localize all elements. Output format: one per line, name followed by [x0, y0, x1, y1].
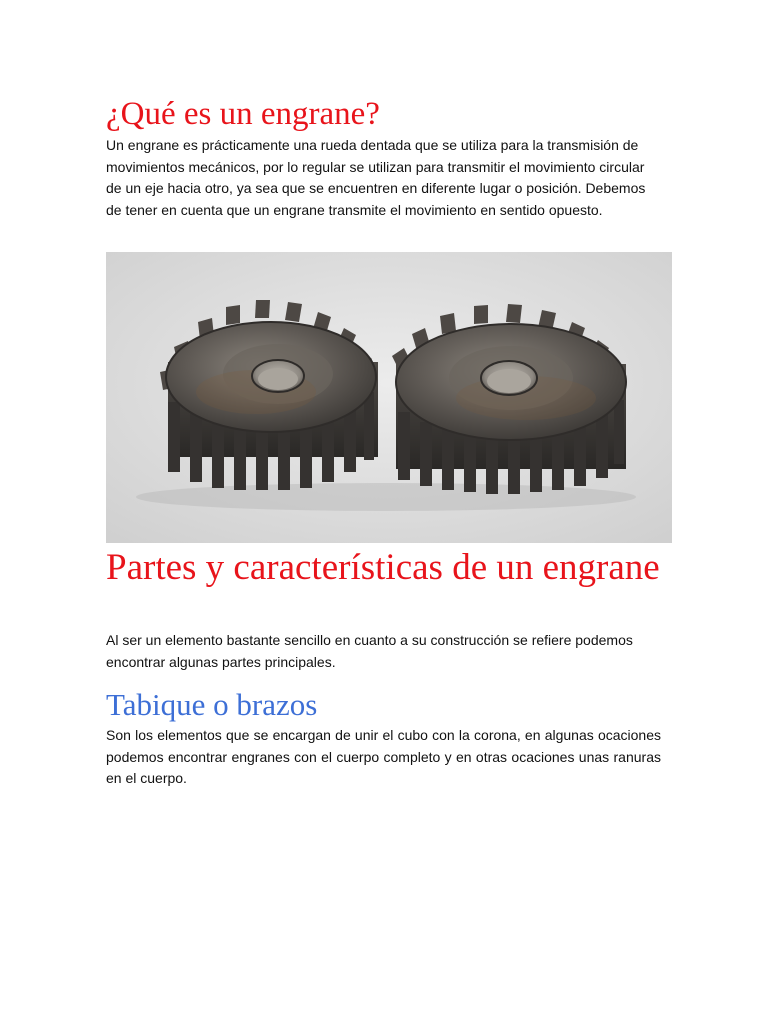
gears-photo — [106, 252, 672, 543]
section-heading-que-es: ¿Qué es un engrane? — [106, 96, 380, 132]
section-heading-tabique: Tabique o brazos — [106, 687, 318, 722]
section-heading-partes: Partes y características de un engrane — [106, 547, 660, 588]
section-paragraph-partes: Al ser un elemento bastante sencillo en cuanto a su construcción se refiere podemos encontrar algunas partes principales. — [106, 632, 633, 670]
section-paragraph-tabique: Son los elementos que se encargan de unir el cubo con la corona, en algunas ocaciones podemos encontrar engranes con el cuerpo completo y en otras ocaciones unas ranuras en el cuerpo. — [106, 727, 661, 786]
section-paragraph-que-es: Un engrane es prácticamente una rueda dentada que se utiliza para la transmisión de movimientos mecánicos, por lo regular se utilizan para transmitir el movimiento circular de un eje hacia otro, ya sea que se encuentren en diferente lugar o posición. Debemos de tener en cuenta que un engrane transmite el movimiento en sentido opuesto. — [106, 137, 646, 218]
